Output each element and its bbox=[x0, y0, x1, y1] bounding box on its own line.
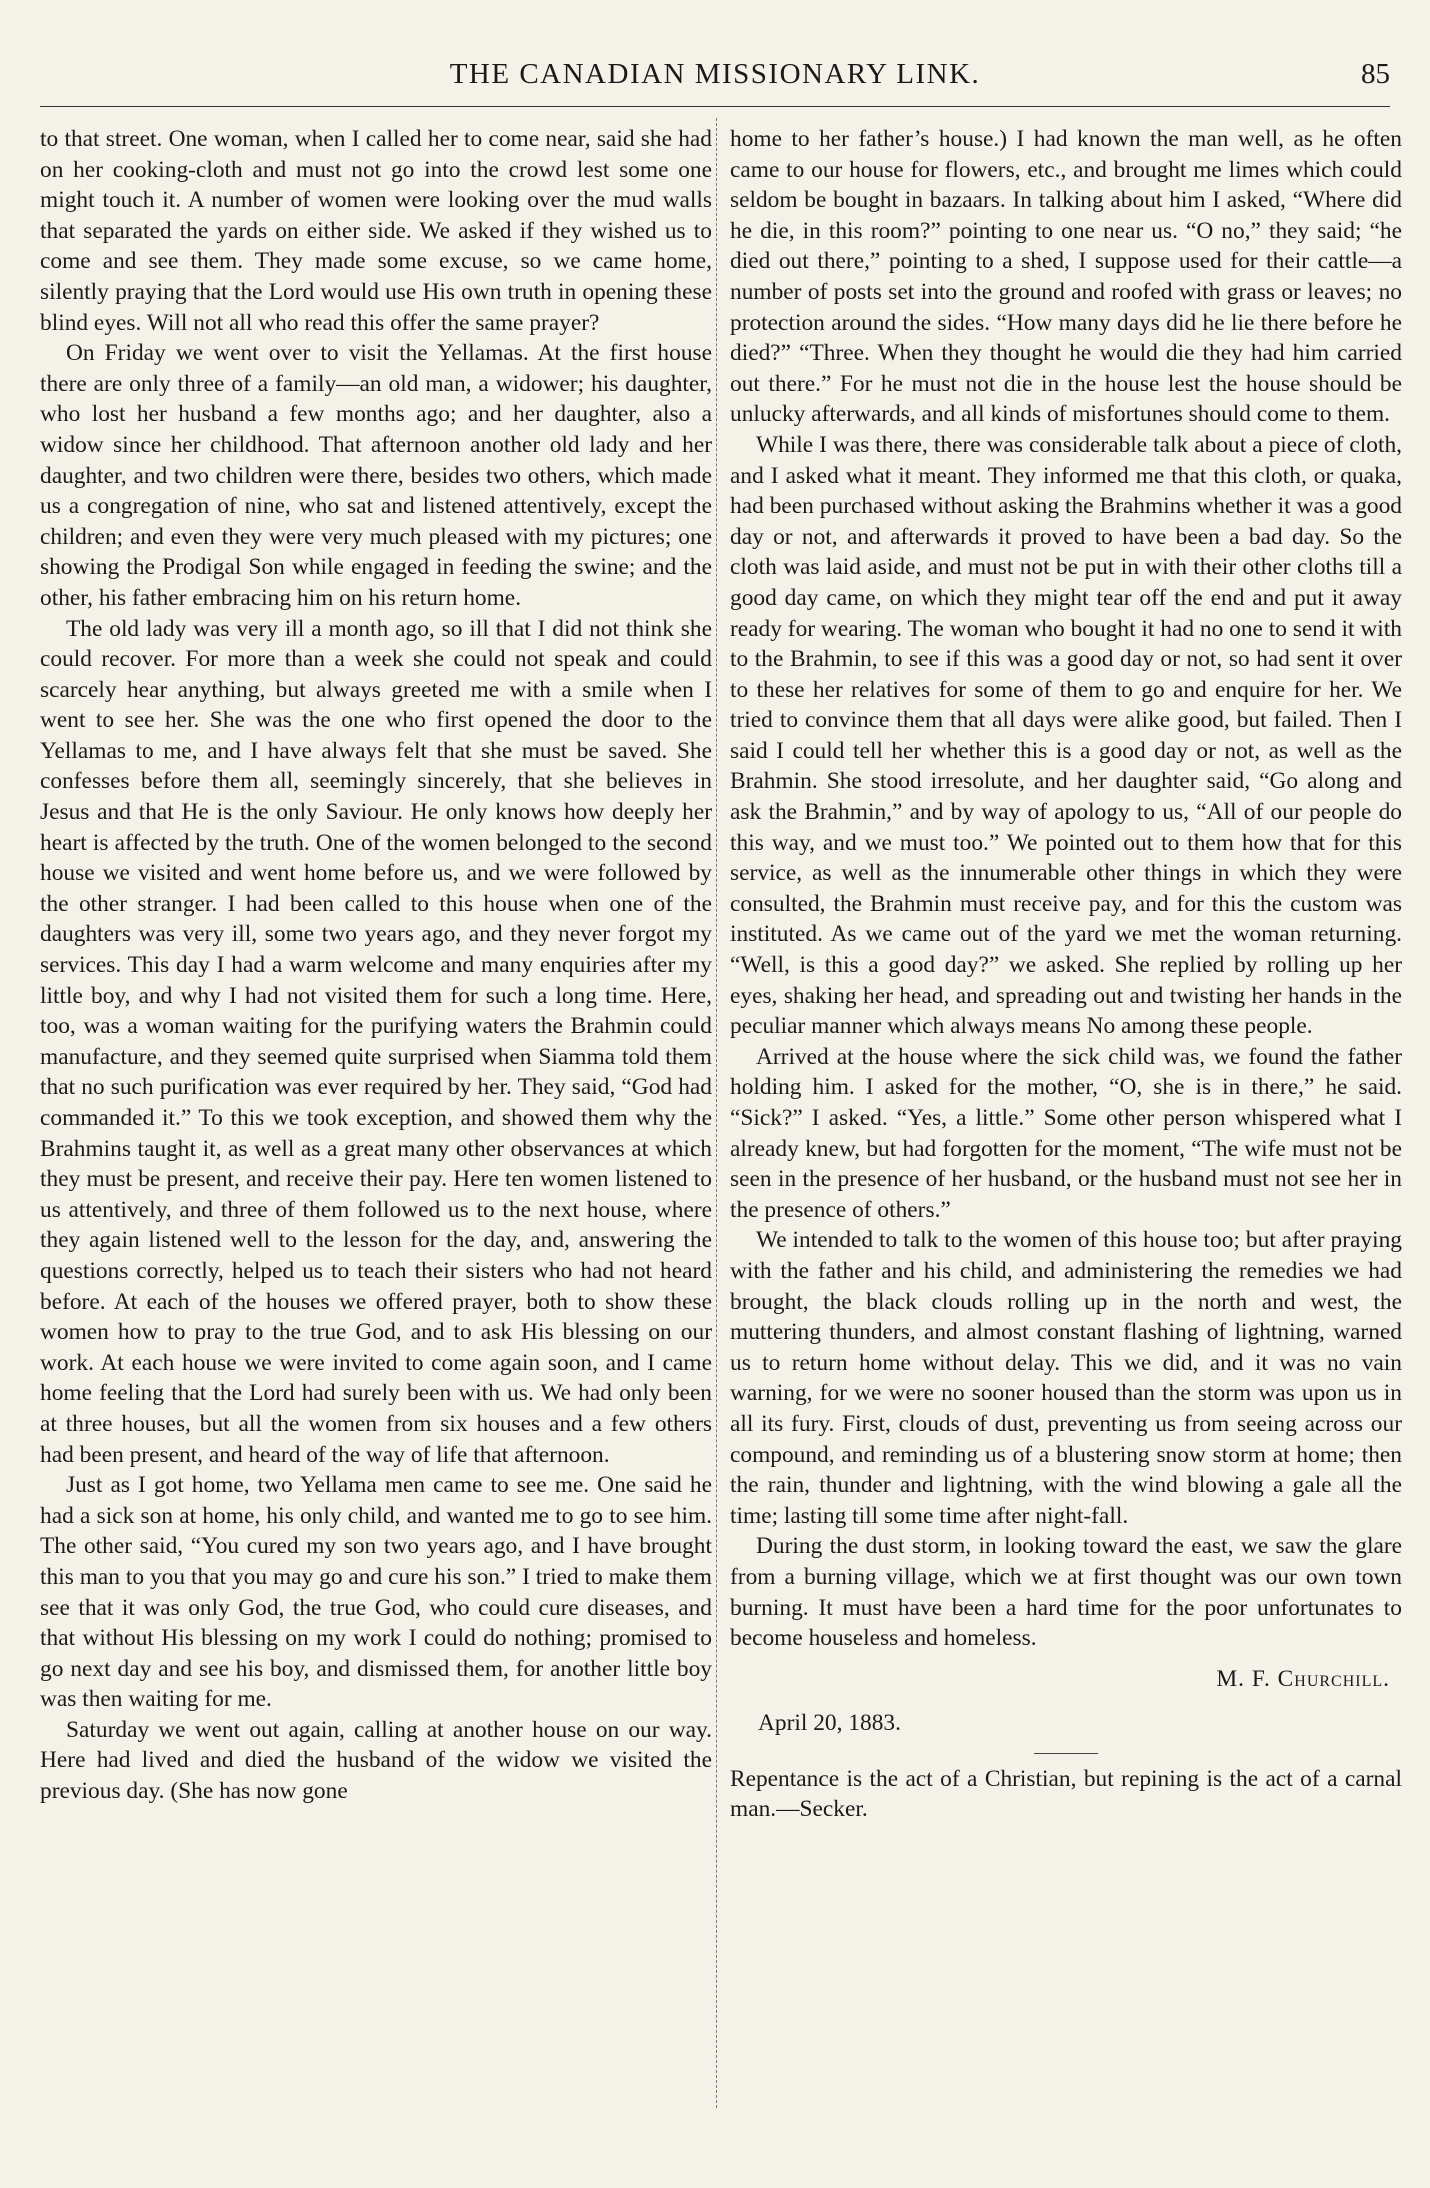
header-rule bbox=[40, 106, 1390, 107]
journal-title: THE CANADIAN MISSIONARY LINK. bbox=[449, 58, 981, 90]
letter-date: April 20, 1883. bbox=[758, 1710, 901, 1737]
page-number: 85 bbox=[1361, 58, 1390, 90]
column-divider bbox=[716, 118, 717, 2108]
right-column bbox=[730, 124, 1402, 1825]
paragraph: We intended to talk to the women of this house too; but after praying with the father and his child, and administering the remedies we had brought, the black clouds rolling up in the north and west, the muttering thunders, and almost constant flashing of lightning, warned us to return home without delay. This we did, and it was no vain warning, for we were no sooner housed than the storm was upon us in all its fury. First, clouds of dust, preventing us from seeing across our compound, and reminding us of a blustering snow storm at home; then the rain, thunder and lightning, with the wind blowing a gale all the time; lasting till some time after night-fall. bbox=[730, 1227, 1402, 1529]
paragraph: Saturday we went out again, calling at another house on our way. Here had lived and died the husband of the widow we visited the previous day. (She has now gone bbox=[40, 1716, 712, 1805]
paragraph: to that street. One woman, when I called her to come near, said she had on her cooking-cloth and must not go into the crowd lest some one might touch it. A number of women were looking over the mud walls that separated the yards on either side. We asked if they wished us to come and see them. They made some excuse, so we came home, silently praying that the Lord would use His own truth in opening these blind eyes. Will not all who read this offer the same prayer? bbox=[40, 126, 712, 336]
paragraph: On Friday we went over to visit the Yellamas. At the first house there are only three of a family—an old man, a widower; his daughter, who lost her husband a few months ago; and her daughter, also a widow since her childhood. That afternoon another old lady and her daughter, and two children were there, besides two others, which made us a congregation of nine, who sat and listened attentively, except the children; and even they were very much pleased with my pictures; one showing the Prodigal Son while engaged in feeding the swine; and the other, his father embracing him on his return home. bbox=[40, 340, 712, 611]
paragraph: The old lady was very ill a month ago, so ill that I did not think she could recover. For more than a week she could not speak and could scarcely hear anything, but always greeted me with a smile when I went to see her. She was the one who first opened the door to the Yellamas to me, and I have always felt that she must be saved. She confesses before them all, seemingly sincerely, that she believes in Jesus and that He is the only Saviour. He only knows how deeply her heart is affected by the truth. One of the women belonged to the second house we visited and went home before us, and we were followed by the other stranger. I had been called to this house when one of the daughters was very ill, some two years ago, and they never forgot my services. This day I had a warm welcome and many enquiries after my little boy, and why I had not visited them for such a long time. Here, too, was a woman waiting for the purifying waters the Brahmin could manufacture, and they seemed quite surprised when Siamma told them that no such purification was ever required by her. They said, “God had commanded it.” To this we took exception, and showed them why the Brahmins taught it, as well as a great many other observances at which they must be present, and receive their pay. Here ten women listened to us attentively, and three of them followed us to the next house, where they again listened well to the lesson for the day, and, answering the questions correctly, helped us to teach their sisters who had not heard before. At each of the houses we offered prayer, both to show these women how to pray to the true God, and to ask His blessing on our work. At each house we were invited to come again soon, and I came home feeling that the Lord had surely been with us. We had only been at three houses, but all the women from six houses and a few others had been present, and heard of the way of life that afternoon. bbox=[40, 615, 712, 1468]
paragraph: While I was there, there was considerable talk about a piece of cloth, and I asked what it meant. They informed me that this cloth, or quaka, had been purchased without asking the Brahmins whether it was a good day or not, and afterwards it proved to have been a bad day. So the cloth was laid aside, and must not be put in with their other cloths till a good day came, on which they might tear off the end and put it away ready for wearing. The woman who bought it had no one to send it with to the Brahmin, to see if this was a good day or not, so had sent it over to these her relatives for some of them to go and enquire for her. We tried to convince them that all days were alike good, but failed. Then I said I could tell her whether this is a good day or not, as well as the Brahmin. She stood irresolute, and her daughter said, “Go along and ask the Brahmin,” and by way of apology to us, “All of our people do this way, and we must too.” We pointed out to them how that for this service, as well as the innumerable other things in which they were consulted, the Brahmin must receive pay, and for this the custom was instituted. As we came out of the yard we met the woman returning. “Well, is this a good day?” we asked. She replied by rolling up her eyes, shaking her head, and spreading out and twisting her hands in the peculiar manner which always means No among these people. bbox=[730, 431, 1402, 1040]
paragraph: During the dust storm, in looking toward the east, we saw the glare from a burning village, which we at first thought was our own town burning. It must have been a hard time for the poor unfortunates to become houseless and homeless. bbox=[730, 1533, 1402, 1652]
author-signature: M. F. Churchill. bbox=[1216, 1665, 1390, 1692]
paragraph: Just as I got home, two Yellama men came to see me. One said he had a sick son at home, his only child, and wanted me to go to see him. The other said, “You cured my son two years ago, and I have brought this man to you that you may go and cure his son.” I tried to make them see that it was only God, the true God, who could cure diseases, and that without His blessing on my work I could do nothing; promised to go next day and see his boy, and dismissed them, for another little boy was then waiting for me. bbox=[40, 1472, 712, 1713]
left-column bbox=[40, 124, 712, 1807]
section-divider bbox=[1034, 1753, 1098, 1754]
closing-quote: Repentance is the act of a Christian, but repining is the act of a carnal man.—Secker. bbox=[730, 1765, 1402, 1823]
paragraph: home to her father’s house.) I had known the man well, as he often came to our house for flowers, etc., and brought me limes which could seldom be bought in bazaars. In talking about him I asked, “Where did he die, in this room?” pointing to one near us. “O no,” they said; “he died out there,” pointing to a shed, I suppose used for their cattle—a number of posts set into the ground and roofed with grass or leaves; no protection around the sides. “How many days did he lie there before he died?” “Three. When they thought he would die they had him carried out there.” For he must not die in the house lest the house should be unlucky afterwards, and all kinds of misfortunes should come to them. bbox=[730, 126, 1402, 428]
page-header bbox=[40, 58, 1390, 98]
paragraph: Arrived at the house where the sick child was, we found the father holding him. I asked for the mother, “O, she is in there,” he said. “Sick?” I asked. “Yes, a little.” Some other person whispered what I already knew, but had forgotten for the moment, “The wife must not be seen in the presence of her husband, or the husband must not see her in the presence of others.” bbox=[730, 1043, 1402, 1223]
